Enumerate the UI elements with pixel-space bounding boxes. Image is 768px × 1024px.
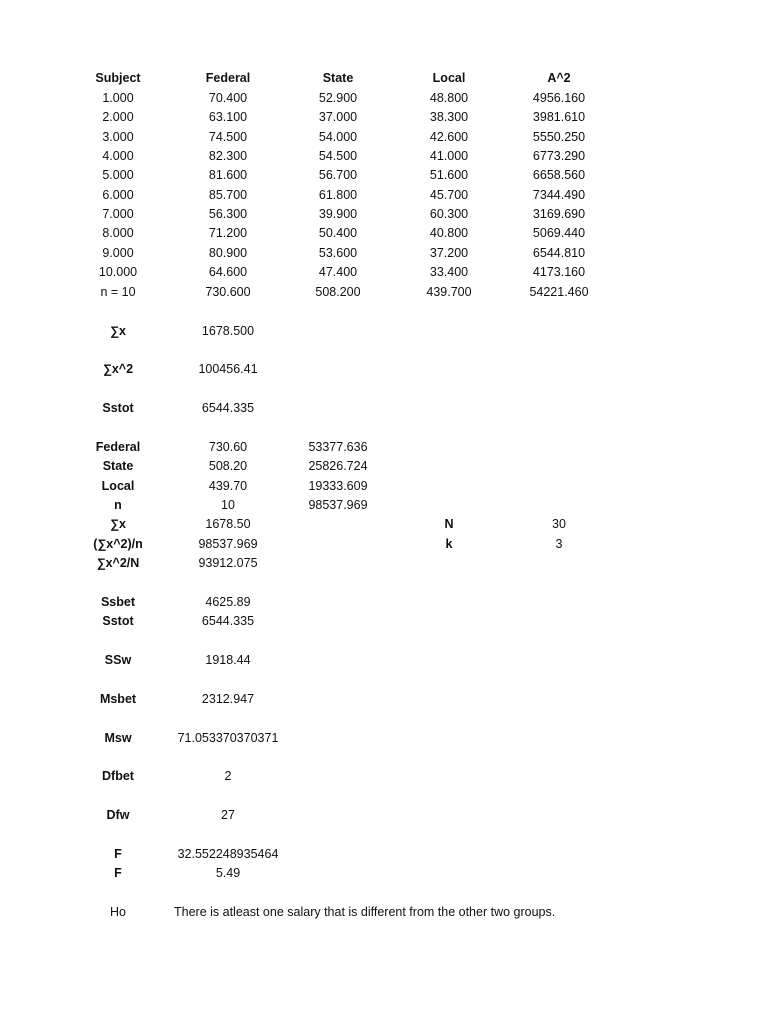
group-value: 10 [221, 498, 235, 512]
calc-sum-x2-big-n-label: ∑x^2/N [96, 556, 140, 570]
cell-state: 53.600 [318, 246, 358, 260]
sum-x-label: ∑x [110, 324, 126, 338]
cell-a-squared: 3981.610 [532, 110, 586, 124]
cell-subject: 10.000 [98, 265, 138, 279]
sum-x-row [0, 322, 768, 341]
group-square: 98537.969 [308, 498, 368, 512]
group-row-state [0, 457, 768, 476]
k-label: k [445, 537, 453, 551]
header-subject: Subject [95, 71, 141, 85]
ssw-value: 1918.44 [205, 653, 251, 667]
calc-sum-x2-big-n-value: 93912.075 [198, 556, 258, 570]
f-statistic-row [0, 845, 768, 864]
group-value: 730.60 [208, 440, 248, 454]
cell-subject: 5.000 [102, 168, 134, 182]
cell-state: 61.800 [318, 188, 358, 202]
cell-local: 48.800 [429, 91, 469, 105]
cell-subject: 3.000 [102, 130, 134, 144]
cell-a-squared: 4956.160 [532, 91, 586, 105]
f-critical-label: F [114, 866, 122, 880]
cell-federal: 63.100 [208, 110, 248, 124]
group-row-local [0, 477, 768, 496]
f-critical-row [0, 864, 768, 883]
cell-a-squared: 5069.440 [532, 226, 586, 240]
table-row [0, 224, 768, 243]
table-row [0, 263, 768, 282]
cell-federal: 70.400 [208, 91, 248, 105]
sstot-label: Sstot [102, 614, 134, 628]
table-row [0, 244, 768, 263]
group-label: Local [101, 479, 135, 493]
dfw-row [0, 806, 768, 825]
cell-federal: 71.200 [208, 226, 248, 240]
cell-state: 50.400 [318, 226, 358, 240]
cell-a-squared: 5550.250 [532, 130, 586, 144]
group-row-federal [0, 438, 768, 457]
ssbet-label: Ssbet [100, 595, 136, 609]
calc-sum-x2-n-label: (∑x^2)/n [93, 537, 143, 551]
totals-n: n = 10 [100, 285, 136, 299]
hypothesis-text: There is atleast one salary that is different from the other two groups. [174, 905, 556, 919]
cell-federal: 56.300 [208, 207, 248, 221]
sstot-label: Sstot [102, 401, 134, 415]
header-state: State [322, 71, 354, 85]
cell-local: 37.200 [429, 246, 469, 260]
table-totals-row [0, 283, 768, 302]
table-header-row [0, 69, 768, 88]
cell-subject: 8.000 [102, 226, 134, 240]
cell-a-squared: 7344.490 [532, 188, 586, 202]
calc-sum-x2-n-value: 98537.969 [198, 537, 258, 551]
msbet-label: Msbet [99, 692, 137, 706]
calc-sum-x2-big-n-row [0, 554, 768, 573]
table-row [0, 166, 768, 185]
cell-state: 37.000 [318, 110, 358, 124]
cell-a-squared: 6658.560 [532, 168, 586, 182]
table-row [0, 147, 768, 166]
group-square: 19333.609 [308, 479, 368, 493]
msw-value: 71.053370370371 [177, 731, 279, 745]
table-row [0, 186, 768, 205]
group-square: 53377.636 [308, 440, 368, 454]
cell-local: 41.000 [429, 149, 469, 163]
header-a-squared: A^2 [547, 71, 571, 85]
calc-sum-x2-n-row [0, 535, 768, 554]
cell-local: 60.300 [429, 207, 469, 221]
cell-federal: 85.700 [208, 188, 248, 202]
cell-local: 40.800 [429, 226, 469, 240]
cell-subject: 4.000 [102, 149, 134, 163]
cell-state: 54.500 [318, 149, 358, 163]
total-local: 439.700 [426, 285, 472, 299]
dfw-value: 27 [221, 808, 235, 822]
header-local: Local [432, 71, 466, 85]
total-a-squared: 54221.460 [529, 285, 589, 299]
table-row [0, 108, 768, 127]
msbet-row [0, 690, 768, 709]
group-row-n [0, 496, 768, 515]
sum-x-squared-label: ∑x^2 [102, 362, 134, 376]
cell-a-squared: 6544.810 [532, 246, 586, 260]
cell-state: 52.900 [318, 91, 358, 105]
group-label: n [114, 498, 122, 512]
sum-x-value: 1678.500 [201, 324, 255, 338]
cell-local: 51.600 [429, 168, 469, 182]
big-n-label: N [444, 517, 454, 531]
cell-local: 42.600 [429, 130, 469, 144]
group-value: 508.20 [208, 459, 248, 473]
cell-state: 54.000 [318, 130, 358, 144]
group-value: 439.70 [208, 479, 248, 493]
sum-x-squared-row [0, 360, 768, 379]
f-statistic-value: 32.552248935464 [177, 847, 279, 861]
table-row [0, 89, 768, 108]
calc-sum-x-value: 1678.50 [205, 517, 251, 531]
dfbet-value: 2 [224, 769, 232, 783]
hypothesis-row [0, 903, 768, 922]
ssbet-value: 4625.89 [205, 595, 251, 609]
sstot-value: 6544.335 [201, 614, 255, 628]
dfbet-label: Dfbet [102, 769, 134, 783]
cell-state: 47.400 [318, 265, 358, 279]
cell-subject: 6.000 [102, 188, 134, 202]
group-label: State [102, 459, 134, 473]
msw-label: Msw [104, 731, 132, 745]
big-n-value: 30 [552, 517, 566, 531]
total-federal: 730.600 [205, 285, 251, 299]
group-square: 25826.724 [308, 459, 368, 473]
cell-subject: 1.000 [102, 91, 134, 105]
dfw-label: Dfw [106, 808, 130, 822]
f-statistic-label: F [114, 847, 122, 861]
cell-federal: 64.600 [208, 265, 248, 279]
cell-federal: 81.600 [208, 168, 248, 182]
calc-sum-x-row [0, 515, 768, 534]
msbet-value: 2312.947 [201, 692, 255, 706]
sum-x-squared-value: 100456.41 [198, 362, 258, 376]
cell-local: 38.300 [429, 110, 469, 124]
table-row [0, 128, 768, 147]
table-row [0, 205, 768, 224]
msw-row [0, 729, 768, 748]
cell-state: 39.900 [318, 207, 358, 221]
sstot-value: 6544.335 [201, 401, 255, 415]
sstot-row [0, 399, 768, 418]
cell-a-squared: 6773.290 [532, 149, 586, 163]
cell-subject: 2.000 [102, 110, 134, 124]
ssw-row [0, 651, 768, 670]
k-value: 3 [555, 537, 563, 551]
cell-subject: 7.000 [102, 207, 134, 221]
header-federal: Federal [205, 71, 251, 85]
cell-state: 56.700 [318, 168, 358, 182]
dfbet-row [0, 767, 768, 786]
hypothesis-label: Ho [110, 905, 126, 919]
cell-federal: 80.900 [208, 246, 248, 260]
cell-local: 45.700 [429, 188, 469, 202]
calc-sum-x-label: ∑x [110, 517, 126, 531]
f-critical-value: 5.49 [215, 866, 241, 880]
group-label: Federal [95, 440, 141, 454]
cell-a-squared: 4173.160 [532, 265, 586, 279]
total-state: 508.200 [315, 285, 361, 299]
cell-local: 33.400 [429, 265, 469, 279]
cell-a-squared: 3169.690 [532, 207, 586, 221]
cell-subject: 9.000 [102, 246, 134, 260]
cell-federal: 82.300 [208, 149, 248, 163]
ssw-label: SSw [104, 653, 132, 667]
cell-federal: 74.500 [208, 130, 248, 144]
sstot-row-2 [0, 612, 768, 631]
ssbet-row [0, 593, 768, 612]
